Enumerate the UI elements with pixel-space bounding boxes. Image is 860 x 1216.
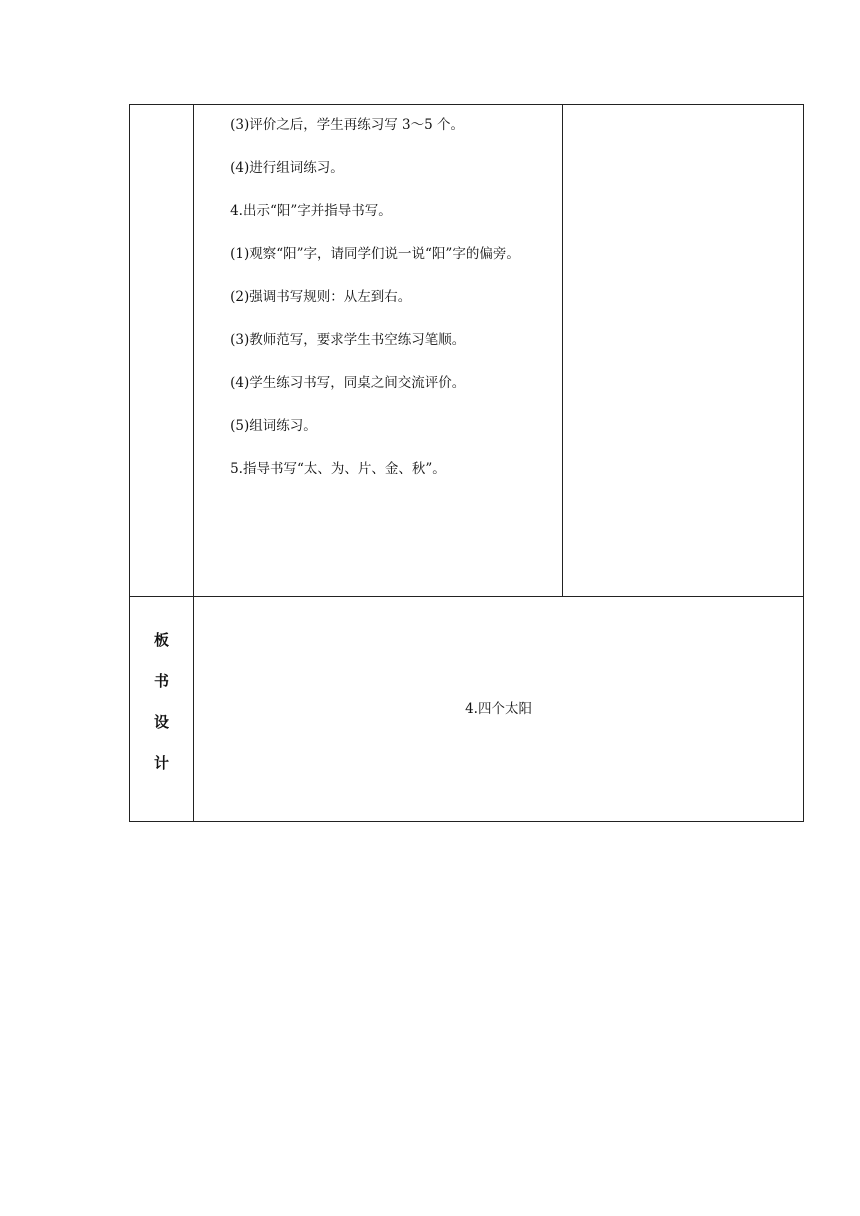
lesson-plan-table (129, 104, 804, 822)
board-design-content-cell (194, 596, 804, 821)
procedure-paragraph: (1)观察“阳”字，请同学们说一说“阳”字的偏旁。 (230, 246, 520, 262)
procedure-paragraph: (2)强调书写规则：从左到右。 (230, 289, 412, 305)
label-char: 设 (154, 712, 170, 731)
procedure-label-cell (130, 105, 194, 597)
procedure-content-cell (194, 105, 563, 597)
board-design-label-cell (130, 596, 194, 821)
procedure-row (130, 105, 804, 597)
board-design-row (130, 596, 804, 821)
label-char: 书 (154, 671, 170, 690)
notes-cell (562, 105, 803, 597)
procedure-paragraph: (4)进行组词练习。 (230, 160, 344, 176)
procedure-paragraph: (3)评价之后，学生再练习写 3～5 个。 (230, 117, 464, 133)
procedure-paragraph: (5)组词练习。 (230, 418, 317, 434)
procedure-paragraph: (3)教师范写，要求学生书空练习笔顺。 (230, 332, 466, 348)
board-design-label (130, 629, 193, 773)
board-design-title: 4.四个太阳 (465, 700, 532, 717)
procedure-paragraph: (4)学生练习书写，同桌之间交流评价。 (230, 375, 466, 391)
label-char: 计 (154, 753, 170, 772)
label-char: 板 (154, 630, 170, 649)
procedure-paragraph: 4.出示“阳”字并指导书写。 (230, 203, 392, 219)
procedure-paragraph: 5.指导书写“太、为、片、金、秋”。 (230, 461, 446, 477)
